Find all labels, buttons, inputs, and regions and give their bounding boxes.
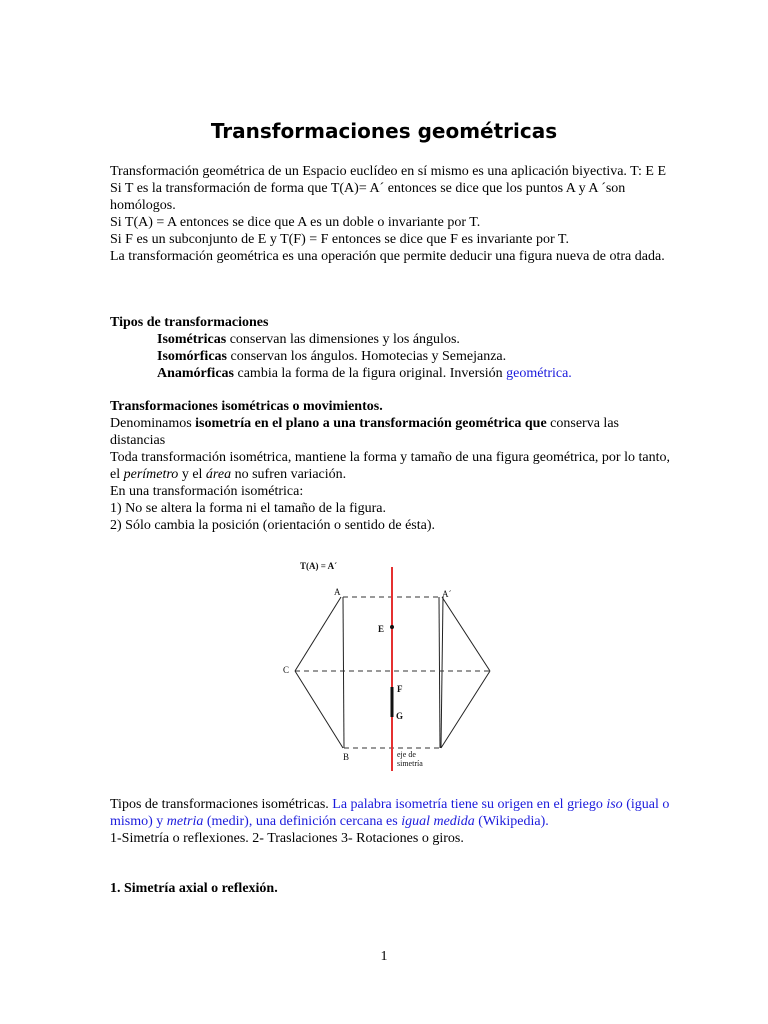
point-e xyxy=(390,625,394,629)
edge-a2-c2 xyxy=(442,597,490,671)
edge-c-a xyxy=(295,597,341,671)
edge-c2-b2 xyxy=(441,671,490,748)
edge-c-b xyxy=(295,671,343,748)
iso-paragraph-5: 2) Sólo cambia la posición (orientación o sentido de ésta). xyxy=(110,518,436,533)
isometricas-heading: Transformaciones isométricas o movimientos. xyxy=(110,399,383,414)
tipo-isometricas: Isométricas conservan las dimensiones y los ángulos. xyxy=(157,332,460,347)
page-title: Transformaciones geométricas xyxy=(210,119,558,143)
edge-a2-b2-inner xyxy=(441,597,443,748)
tipos-iso-list: 1-Simetría o reflexiones. 2- Traslaciones 3- Rotaciones o giros. xyxy=(110,831,464,846)
iso-paragraph-4: 1) No se altera la forma ni el tamaño de la figura. xyxy=(110,501,386,516)
intro-line-5: La transformación geométrica es una operación que permite deducir una figura nueva de otra dada. xyxy=(110,249,665,264)
symmetry-figure xyxy=(278,555,503,780)
edge-a2-b2-outer xyxy=(439,597,440,748)
tipos-block xyxy=(110,314,670,382)
figure-label-f: F xyxy=(397,684,403,694)
intro-line-2: Si T es la transformación de forma que T(A)= A´ entonces se dice que los puntos A y A ´son homólogos. xyxy=(110,181,626,213)
figure-axis-label-1: eje de xyxy=(397,750,416,759)
page-number: 1 xyxy=(380,949,388,964)
intro-line-3: Si T(A) = A entonces se dice que A es un doble o invariante por T. xyxy=(110,215,481,230)
figure-label-a: A xyxy=(334,587,341,597)
tipos-heading: Tipos de transformaciones xyxy=(110,315,269,330)
figure-label-e: E xyxy=(378,624,385,634)
tipos-iso-paragraph: Tipos de transformaciones isométricas. La palabra isometría tiene su origen en el griego iso (igual o mismo) y metria (medir), una definición cercana es igual medida (Wikipedia). xyxy=(110,797,670,829)
figure-label-c: C xyxy=(283,665,290,675)
tipos-isometricas-block xyxy=(110,796,670,847)
edge-a-b xyxy=(343,597,344,748)
figure-label-t: T(A) = A´ xyxy=(300,561,338,571)
tipo-isomorficas: Isomórficas conservan los ángulos. Homotecias y Semejanza. xyxy=(157,349,507,364)
iso-paragraph-1: Denominamos isometría en el plano a una transformación geométrica que conserva las distancias xyxy=(110,416,619,448)
isometricas-block xyxy=(110,398,670,534)
figure-label-a2: A´ xyxy=(442,589,452,599)
figure-axis-label-2: simetría xyxy=(397,759,423,768)
intro-line-4: Si F es un subconjunto de E y T(F) = F entonces se dice que F es invariante por T. xyxy=(110,232,569,247)
figure-label-g: G xyxy=(396,711,404,721)
section-1-block xyxy=(110,880,670,897)
figure-label-b: B xyxy=(343,752,350,762)
section-1-heading: 1. Simetría axial o reflexión. xyxy=(110,881,278,896)
iso-paragraph-2: Toda transformación isométrica, mantiene la forma y tamaño de una figura geométrica, por lo tanto, el perímetro y el área no sufren variación. xyxy=(110,450,670,482)
intro-block xyxy=(110,163,670,265)
geometrica-link[interactable]: geométrica. xyxy=(506,366,572,381)
intro-line-1: Transformación geométrica de un Espacio euclídeo en sí mismo es una aplicación biyectiva. T: E E xyxy=(110,164,667,179)
iso-paragraph-3: En una transformación isométrica: xyxy=(110,484,304,499)
tipo-anamorficas: Anamórficas cambia la forma de la figura original. Inversión geométrica. xyxy=(157,366,572,381)
